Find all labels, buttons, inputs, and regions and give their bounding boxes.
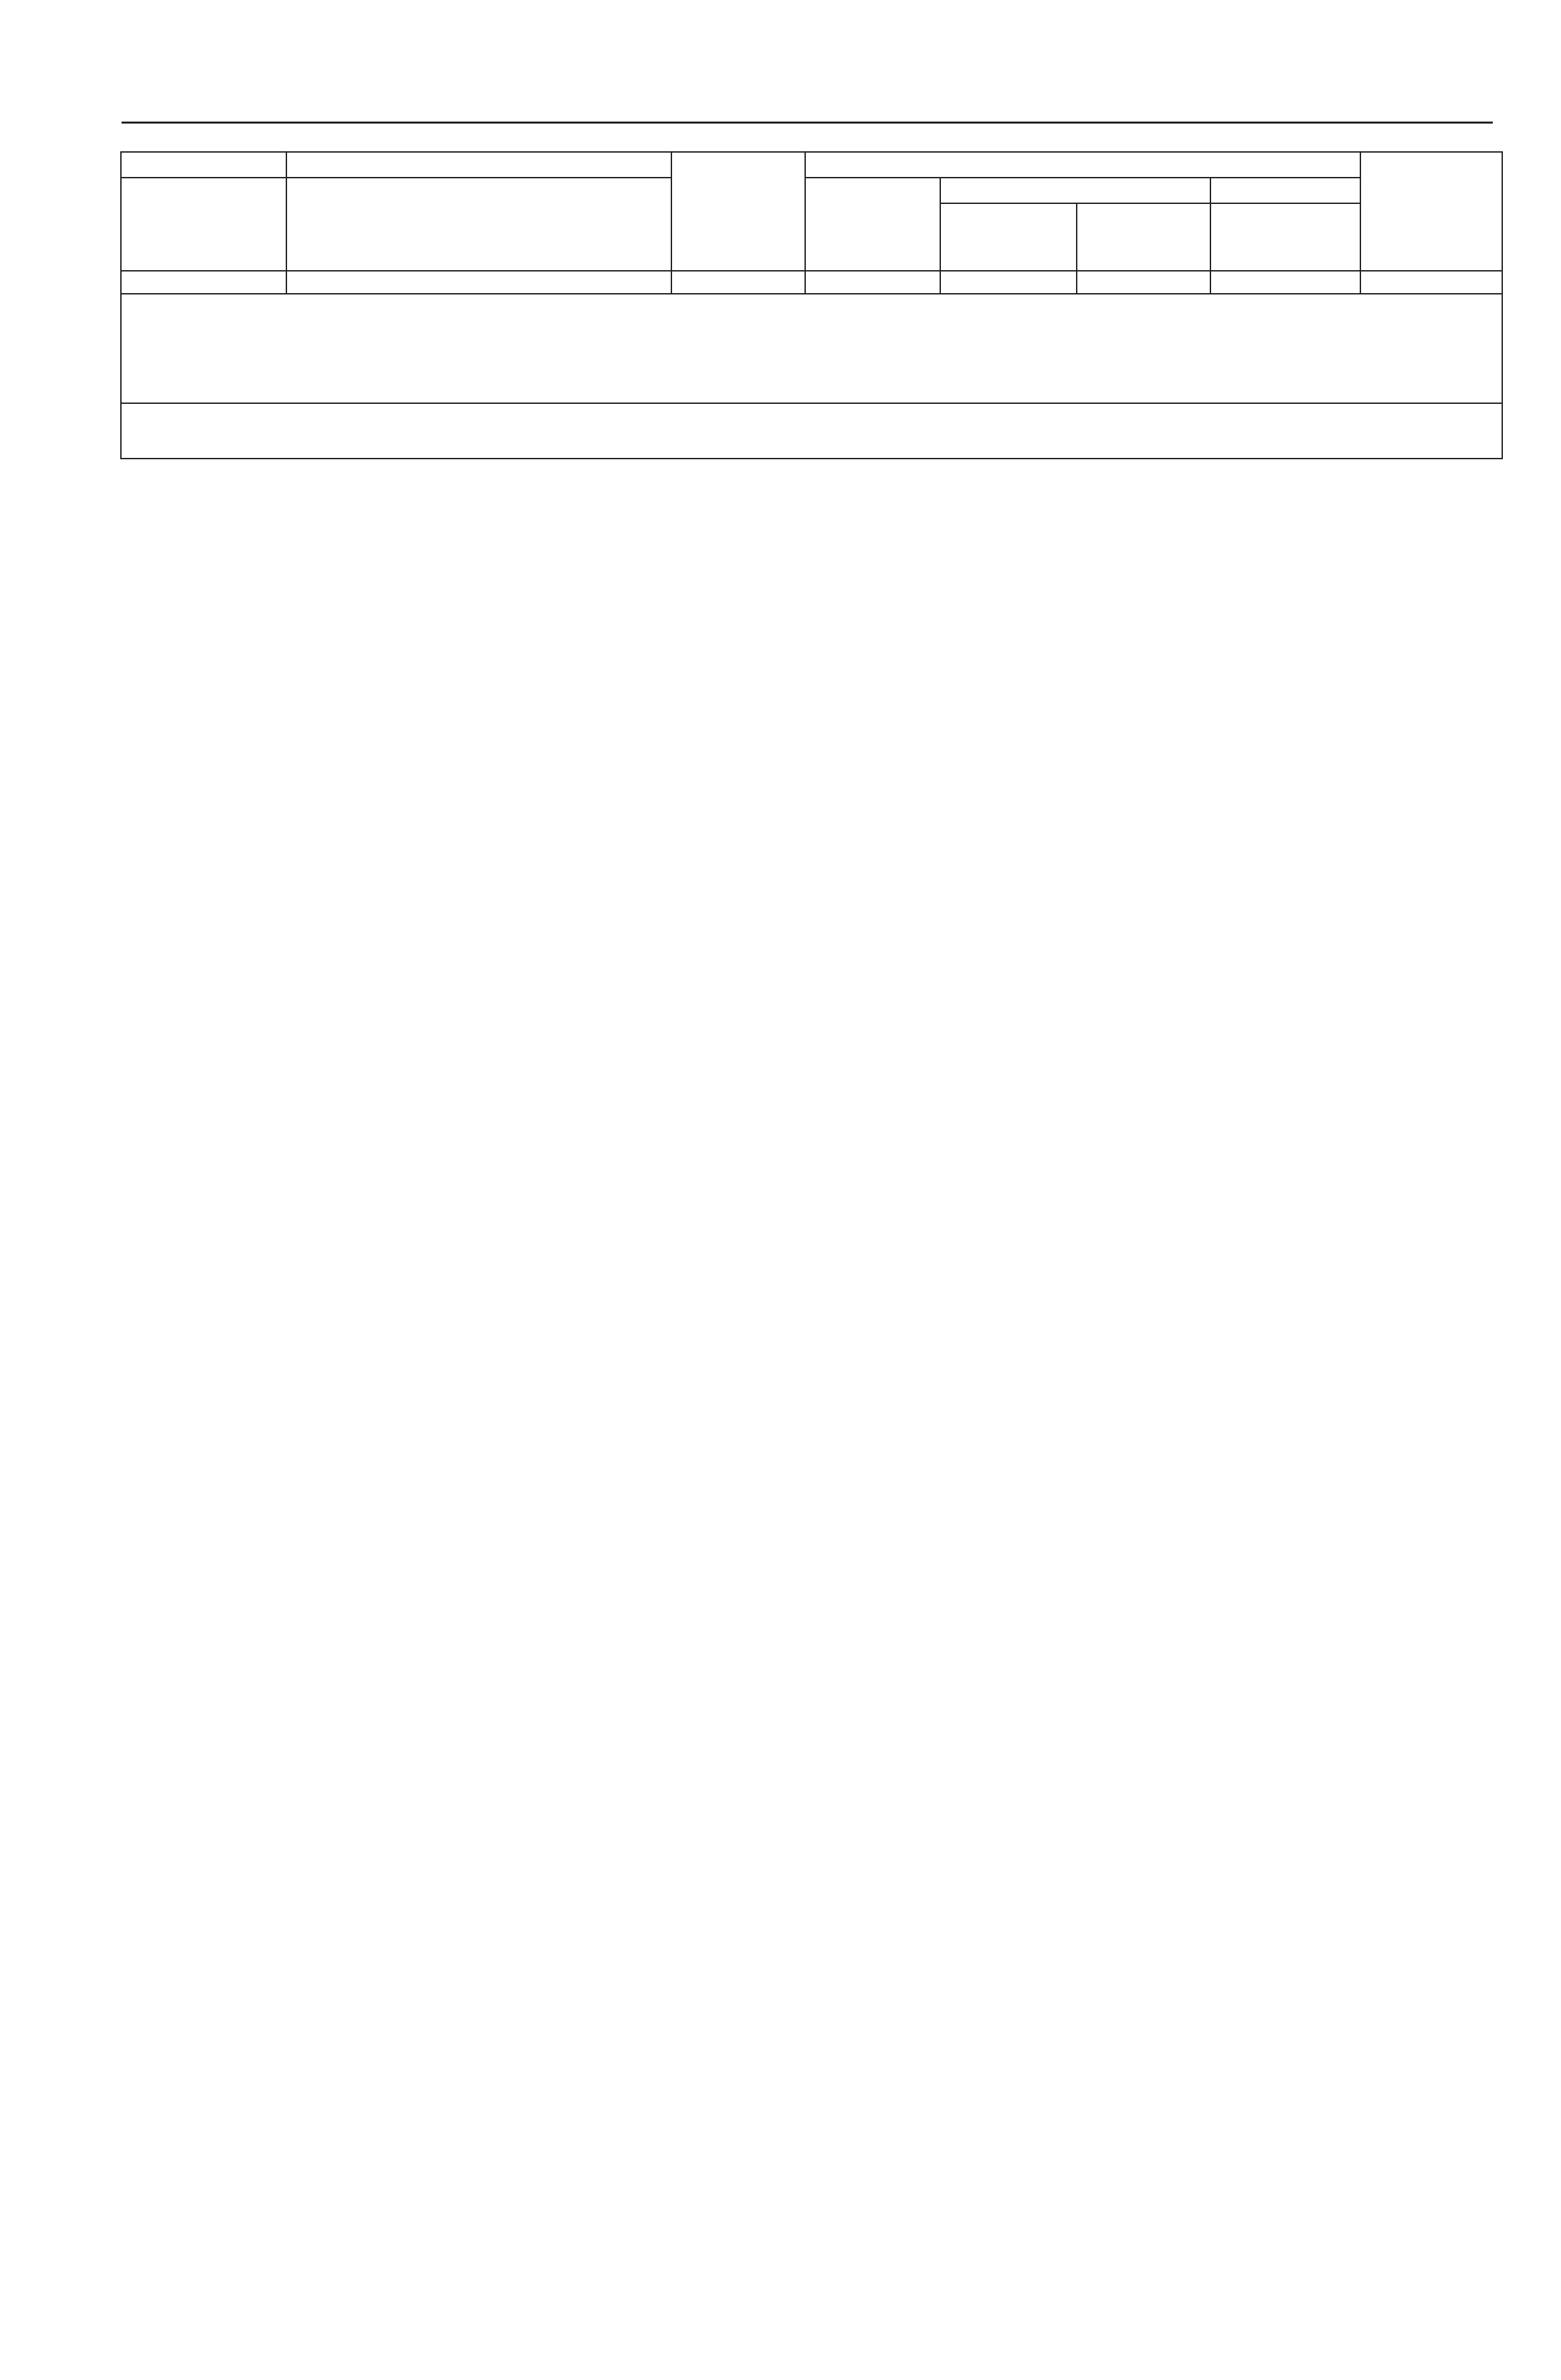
col8-header [1360,152,1502,271]
column-numbers-row [121,271,1502,294]
materials-header [1210,178,1360,203]
header-rule [122,122,1493,124]
section-1-heading [121,403,1502,459]
price-table [120,151,1503,459]
table-103-title-row [121,294,1502,403]
table-103-title-cell [121,294,1502,403]
colnum-1 [121,271,286,294]
section-1-row [121,403,1502,459]
colnum-8 [1360,271,1502,294]
header-row-1 [121,152,1502,178]
colnum-5 [940,271,1077,294]
col2-header-spacer [286,178,671,203]
col2-header-bottom [286,203,671,271]
colnum-2 [286,271,671,294]
col6-header [1077,203,1210,271]
group-header [805,152,1360,178]
col2-header-top [286,152,671,178]
col7-header [1210,203,1360,271]
machines-header [940,178,1210,203]
colnum-4 [805,271,940,294]
col3-header [671,152,805,271]
col1-header-bottom [121,203,286,271]
colnum-7 [1210,271,1360,294]
header-row-2 [121,178,1502,203]
col5-header [940,203,1077,271]
col4-header [805,178,940,271]
col1-header-top [121,152,286,178]
colnum-6 [1077,271,1210,294]
col1-header-spacer [121,178,286,203]
colnum-3 [671,271,805,294]
